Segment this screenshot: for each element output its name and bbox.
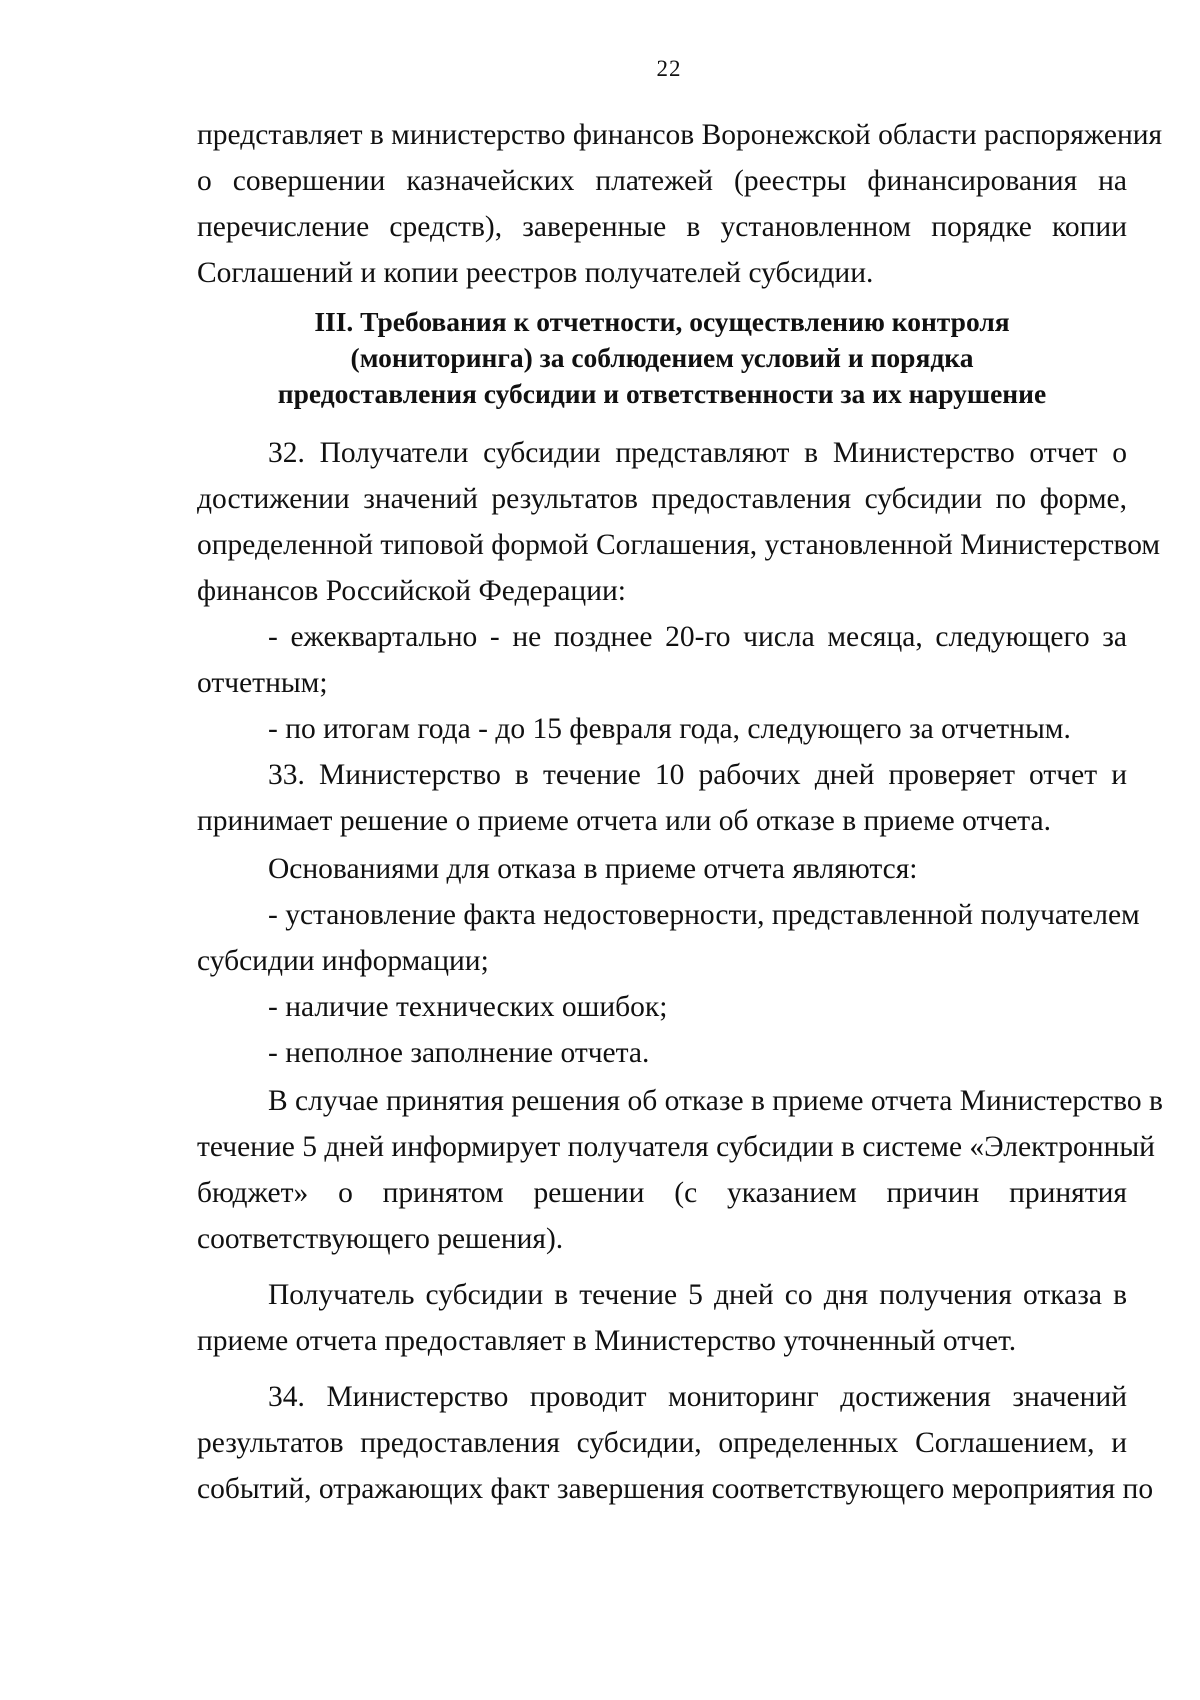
text-line: результатов предоставления субсидии, определенных Соглашением, и — [197, 1427, 1127, 1459]
text-line: достижении значений результатов предоставления субсидии по форме, — [197, 483, 1127, 515]
text-line: - ежеквартально - не позднее 20-го числа месяца, следующего за — [268, 621, 1127, 653]
text-line: отчетным; — [197, 667, 328, 699]
text-line: течение 5 дней информирует получателя субсидии в системе «Электронный — [197, 1131, 1155, 1163]
paragraph-34 — [197, 1374, 1154, 1512]
paragraph-32 — [197, 430, 1161, 614]
text-line: финансов Российской Федерации: — [197, 575, 626, 607]
section-heading — [197, 304, 1127, 412]
text-line: - установление факта недостоверности, представленной получателем — [268, 899, 1140, 931]
text-line: 33. Министерство в течение 10 рабочих дней проверяет отчет и — [268, 759, 1127, 791]
text-line: принимает решение о приеме отчета или об отказе в приеме отчета. — [197, 805, 1052, 837]
page-number: 22 — [656, 56, 682, 81]
text-line: событий, отражающих факт завершения соответствующего мероприятия по — [197, 1473, 1154, 1505]
ground-item-incomplete: - неполное заполнение отчета. — [268, 1037, 650, 1069]
text-line: приеме отчета предоставляет в Министерство уточненный отчет. — [197, 1325, 1017, 1357]
heading-line: III. Требования к отчетности, осуществлению контроля — [314, 306, 1010, 337]
paragraph-33 — [197, 752, 1127, 844]
p32-list-item-annual: - по итогам года - до 15 февраля года, следующего за отчетным. — [268, 713, 1071, 745]
text-line: Соглашений и копии реестров получателей субсидии. — [197, 257, 874, 289]
text-line: 34. Министерство проводит мониторинг достижения значений — [268, 1381, 1127, 1413]
ground-item-errors: - наличие технических ошибок; — [268, 991, 668, 1023]
text-line: перечисление средств), заверенные в установленном порядке копии — [197, 211, 1127, 243]
text-line: В случае принятия решения об отказе в приеме отчета Министерство в — [268, 1085, 1163, 1117]
document-body — [197, 112, 1163, 1512]
text-line: Получатель субсидии в течение 5 дней со дня получения отказа в — [268, 1279, 1127, 1311]
text-line: соответствующего решения). — [197, 1223, 564, 1255]
text-line: определенной типовой формой Соглашения, установленной Министерством — [197, 529, 1161, 561]
text-line: 32. Получатели субсидии представляют в Министерство отчет о — [268, 437, 1127, 469]
resubmit-paragraph — [197, 1272, 1127, 1364]
heading-line: предоставления субсидии и ответственности за их нарушение — [277, 378, 1047, 409]
text-line: субсидии информации; — [197, 945, 489, 977]
text-line: о совершении казначейских платежей (реестры финансирования на — [197, 165, 1127, 197]
p32-list-item-quarterly — [197, 614, 1127, 706]
heading-line: (мониторинга) за соблюдением условий и порядка — [350, 342, 974, 373]
ground-item-unreliable — [197, 892, 1140, 984]
intro-paragraph — [197, 112, 1163, 296]
grounds-intro: Основаниями для отказа в приеме отчета являются: — [268, 853, 918, 885]
text-line: бюджет» о принятом решении (с указанием причин принятия — [197, 1177, 1127, 1209]
refusal-paragraph — [197, 1078, 1163, 1262]
text-line: представляет в министерство финансов Воронежской области распоряжения — [197, 119, 1163, 151]
